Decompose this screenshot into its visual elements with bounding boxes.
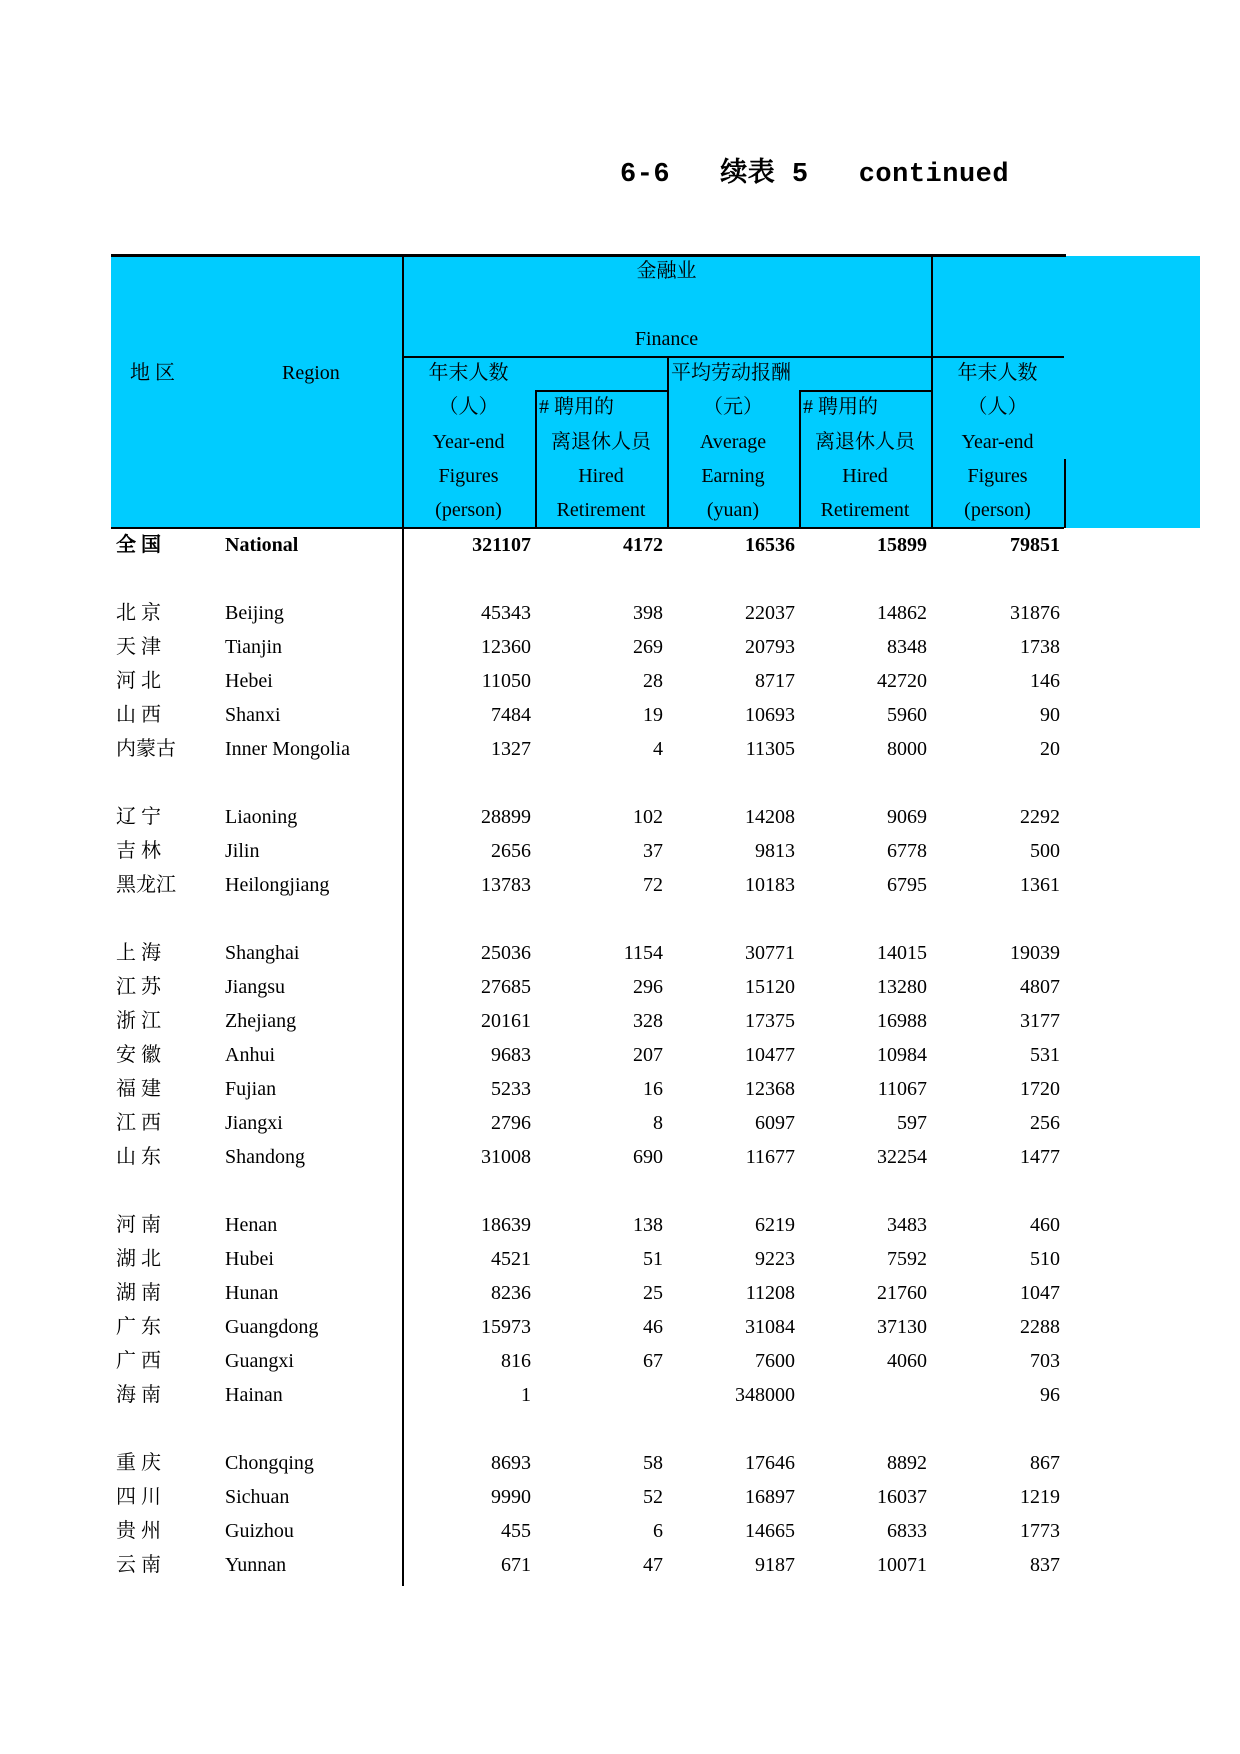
row-value: 31084 — [745, 1316, 795, 1338]
row-value: 8717 — [755, 670, 795, 692]
row-value: 16 — [643, 1078, 663, 1100]
table-top-border — [111, 254, 1066, 257]
row-value: 296 — [633, 976, 663, 998]
row-value: 12368 — [745, 1078, 795, 1100]
header-finance-en: Finance — [634, 328, 699, 350]
row-value: 28 — [643, 670, 663, 692]
header-col4-line: Retirement — [820, 499, 910, 521]
row-value: 15973 — [481, 1316, 531, 1338]
row-value: 28899 — [481, 806, 531, 828]
header-rule-hired-2 — [799, 390, 931, 392]
row-region-zh: 内蒙古 — [116, 738, 176, 760]
row-value: 32254 — [877, 1146, 927, 1168]
row-value: 5960 — [887, 704, 927, 726]
header-region-zh: 地 区 — [130, 362, 175, 384]
row-region-en: Jilin — [225, 840, 260, 862]
header-finance-zh: 金融业 — [636, 260, 697, 282]
row-value: 1738 — [1020, 636, 1060, 658]
row-region-zh: 浙 江 — [116, 1010, 161, 1032]
row-region-zh: 河 南 — [116, 1214, 161, 1236]
row-value: 19039 — [1010, 942, 1060, 964]
row-value: 500 — [1030, 840, 1060, 862]
header-col3-line: Average — [699, 431, 767, 453]
divider-hired-1 — [535, 390, 537, 528]
row-value: 3483 — [887, 1214, 927, 1236]
header-col1-line: （人） — [438, 396, 499, 418]
row-value: 67 — [643, 1350, 663, 1372]
header-rule-hired-1 — [535, 390, 667, 392]
row-value: 1477 — [1020, 1146, 1060, 1168]
row-region-en: Yunnan — [225, 1554, 287, 1576]
row-value: 1219 — [1020, 1486, 1060, 1508]
divider-finance-right — [931, 256, 933, 528]
row-value: 58 — [643, 1452, 663, 1474]
row-value: 14208 — [745, 806, 795, 828]
row-value: 20793 — [745, 636, 795, 658]
row-region-en: Hebei — [225, 670, 273, 692]
row-region-en: Henan — [225, 1214, 278, 1236]
row-region-en: Zhejiang — [225, 1010, 297, 1032]
row-value: 42720 — [877, 670, 927, 692]
row-value: 30771 — [745, 942, 795, 964]
row-region-en: Shanghai — [225, 942, 300, 964]
row-value: 20161 — [481, 1010, 531, 1032]
row-value: 27685 — [481, 976, 531, 998]
header-col3-line: Earning — [701, 465, 765, 487]
row-value: 837 — [1030, 1554, 1060, 1576]
row-value: 72 — [643, 874, 663, 896]
row-value: 37 — [643, 840, 663, 862]
row-value: 14665 — [745, 1520, 795, 1542]
row-value: 10071 — [877, 1554, 927, 1576]
header-col5-line: Figures — [967, 465, 1028, 487]
row-region-zh: 四 川 — [116, 1486, 161, 1508]
row-value: 96 — [1040, 1384, 1060, 1406]
row-value: 7592 — [887, 1248, 927, 1270]
row-value: 6097 — [755, 1112, 795, 1134]
divider-region — [402, 256, 404, 1586]
row-value: 690 — [633, 1146, 663, 1168]
row-value: 816 — [501, 1350, 531, 1372]
row-value: 10693 — [745, 704, 795, 726]
row-region-zh: 湖 北 — [116, 1248, 161, 1270]
row-value: 102 — [633, 806, 663, 828]
row-value: 11067 — [877, 1078, 927, 1100]
row-value: 9990 — [491, 1486, 531, 1508]
row-value: 597 — [897, 1112, 927, 1134]
row-region-en: Shanxi — [225, 704, 281, 726]
row-value: 79851 — [1010, 534, 1060, 556]
row-region-en: Jiangxi — [225, 1112, 283, 1134]
row-value: 6 — [653, 1520, 663, 1542]
divider-earning — [667, 356, 669, 528]
row-value: 52 — [643, 1486, 663, 1508]
row-region-zh: 安 徽 — [116, 1044, 161, 1066]
row-region-en: Liaoning — [225, 806, 298, 828]
row-value: 867 — [1030, 1452, 1060, 1474]
row-value: 1720 — [1020, 1078, 1060, 1100]
header-col4-line: # 聘用的 — [803, 396, 878, 418]
header-col1-line: (person) — [435, 499, 502, 521]
row-region-en: Anhui — [225, 1044, 275, 1066]
row-value: 3177 — [1020, 1010, 1060, 1032]
row-value: 14862 — [877, 602, 927, 624]
row-value: 15899 — [877, 534, 927, 556]
row-value: 6795 — [887, 874, 927, 896]
header-col1-line: Figures — [438, 465, 499, 487]
row-region-en: Heilongjiang — [225, 874, 330, 896]
row-value: 11050 — [481, 670, 531, 692]
row-value: 1773 — [1020, 1520, 1060, 1542]
header-col3-line: 平均劳动报酬 — [671, 362, 791, 384]
row-value: 9683 — [491, 1044, 531, 1066]
row-value: 7484 — [491, 704, 531, 726]
row-region-zh: 云 南 — [116, 1554, 161, 1576]
row-value: 15120 — [745, 976, 795, 998]
row-value: 22037 — [745, 602, 795, 624]
row-value: 671 — [501, 1554, 531, 1576]
row-value: 9223 — [755, 1248, 795, 1270]
row-value: 207 — [633, 1044, 663, 1066]
header-col5-line: (person) — [964, 499, 1031, 521]
row-region-zh: 重 庆 — [116, 1452, 161, 1474]
row-value: 4172 — [623, 534, 663, 556]
row-region-en: Hubei — [225, 1248, 274, 1270]
row-value: 37130 — [877, 1316, 927, 1338]
row-value: 9069 — [887, 806, 927, 828]
row-value: 10984 — [877, 1044, 927, 1066]
row-value: 13783 — [481, 874, 531, 896]
row-value: 8348 — [887, 636, 927, 658]
header-col1-line: 年末人数 — [428, 362, 509, 384]
row-region-en: Guizhou — [225, 1520, 294, 1542]
row-region-zh: 海 南 — [116, 1384, 161, 1406]
header-rule-finance — [402, 356, 1064, 358]
row-value: 703 — [1030, 1350, 1060, 1372]
row-value: 7600 — [755, 1350, 795, 1372]
row-value: 146 — [1030, 670, 1060, 692]
row-value: 14015 — [877, 942, 927, 964]
row-value: 19 — [643, 704, 663, 726]
row-value: 455 — [501, 1520, 531, 1542]
row-value: 8693 — [491, 1452, 531, 1474]
row-value: 25036 — [481, 942, 531, 964]
row-value: 1361 — [1020, 874, 1060, 896]
row-value: 4 — [653, 738, 663, 760]
row-value: 2656 — [491, 840, 531, 862]
row-value: 21760 — [877, 1282, 927, 1304]
row-value: 18639 — [481, 1214, 531, 1236]
row-value: 2796 — [491, 1112, 531, 1134]
row-region-zh: 山 西 — [116, 704, 161, 726]
row-region-en: Hainan — [225, 1384, 283, 1406]
row-value: 11677 — [745, 1146, 795, 1168]
row-region-zh: 福 建 — [116, 1078, 161, 1100]
row-value: 8 — [653, 1112, 663, 1134]
row-value: 31876 — [1010, 602, 1060, 624]
row-value: 398 — [633, 602, 663, 624]
row-region-zh: 江 西 — [116, 1112, 161, 1134]
row-value: 46 — [643, 1316, 663, 1338]
row-value: 16897 — [745, 1486, 795, 1508]
row-region-zh: 河 北 — [116, 670, 161, 692]
row-region-en: Beijing — [225, 602, 284, 624]
header-region-en: Region — [282, 362, 340, 384]
row-value: 1154 — [623, 942, 663, 964]
row-region-en: Hunan — [225, 1282, 279, 1304]
row-value: 31008 — [481, 1146, 531, 1168]
row-region-zh: 黑龙江 — [116, 874, 176, 896]
header-col4-line: Hired — [842, 465, 888, 487]
row-value: 2288 — [1020, 1316, 1060, 1338]
header-col4-line: 离退休人员 — [815, 431, 915, 453]
row-region-zh: 吉 林 — [116, 840, 161, 862]
row-value: 9813 — [755, 840, 795, 862]
row-value: 321107 — [472, 534, 531, 556]
row-value: 20 — [1040, 738, 1060, 760]
row-value: 25 — [643, 1282, 663, 1304]
row-value: 16037 — [877, 1486, 927, 1508]
row-value: 51 — [643, 1248, 663, 1270]
row-region-zh: 天 津 — [116, 636, 161, 658]
row-value: 256 — [1030, 1112, 1060, 1134]
row-value: 17646 — [745, 1452, 795, 1474]
row-region-en: National — [225, 534, 299, 556]
row-region-en: Shandong — [225, 1146, 305, 1168]
row-region-zh: 山 东 — [116, 1146, 161, 1168]
row-region-en: Guangxi — [225, 1350, 294, 1372]
row-value: 6778 — [887, 840, 927, 862]
header-col5-line: 年末人数 — [957, 362, 1038, 384]
row-value: 5233 — [491, 1078, 531, 1100]
row-value: 17375 — [745, 1010, 795, 1032]
row-region-en: Fujian — [225, 1078, 277, 1100]
row-region-zh: 江 苏 — [116, 976, 161, 998]
header-col2-line: Hired — [578, 465, 624, 487]
divider-hired-2 — [799, 390, 801, 528]
row-region-zh: 上 海 — [116, 942, 161, 964]
row-value: 1 — [521, 1384, 531, 1406]
row-value: 531 — [1030, 1044, 1060, 1066]
row-value: 1047 — [1020, 1282, 1060, 1304]
row-region-zh: 广 东 — [116, 1316, 161, 1338]
row-value: 1327 — [491, 738, 531, 760]
header-col2-line: Retirement — [556, 499, 646, 521]
row-value: 12360 — [481, 636, 531, 658]
row-region-en: Sichuan — [225, 1486, 290, 1508]
row-value: 6219 — [755, 1214, 795, 1236]
header-bottom-rule — [111, 527, 1064, 529]
row-value: 2292 — [1020, 806, 1060, 828]
row-value: 16536 — [745, 534, 795, 556]
row-region-en: Tianjin — [225, 636, 283, 658]
header-col3-line: (yuan) — [706, 499, 760, 521]
row-value: 16988 — [877, 1010, 927, 1032]
row-value: 8236 — [491, 1282, 531, 1304]
row-value: 8000 — [887, 738, 927, 760]
header-col2-line: 离退休人员 — [551, 431, 651, 453]
row-value: 13280 — [877, 976, 927, 998]
row-region-zh: 全 国 — [116, 534, 161, 556]
row-value: 90 — [1040, 704, 1060, 726]
row-region-zh: 广 西 — [116, 1350, 161, 1372]
header-col5-line: Year-end — [961, 431, 1034, 453]
header-col5-line: （人） — [967, 396, 1028, 418]
row-value: 47 — [643, 1554, 663, 1576]
row-value: 11305 — [745, 738, 795, 760]
row-value: 4521 — [491, 1248, 531, 1270]
row-value: 8892 — [887, 1452, 927, 1474]
row-value: 328 — [633, 1010, 663, 1032]
row-value: 11208 — [745, 1282, 795, 1304]
row-value: 138 — [633, 1214, 663, 1236]
row-value: 348000 — [735, 1384, 795, 1406]
row-region-en: Chongqing — [225, 1452, 314, 1474]
table-title: 6-6 续表 5 continued — [620, 160, 1010, 190]
row-region-zh: 辽 宁 — [116, 806, 161, 828]
row-value: 9187 — [755, 1554, 795, 1576]
row-value: 10183 — [745, 874, 795, 896]
row-region-zh: 贵 州 — [116, 1520, 161, 1542]
header-col3-line: （元） — [703, 396, 763, 418]
row-value: 510 — [1030, 1248, 1060, 1270]
row-value: 4060 — [887, 1350, 927, 1372]
row-value: 45343 — [481, 602, 531, 624]
header-col2-line: # 聘用的 — [539, 396, 614, 418]
row-region-zh: 北 京 — [116, 602, 161, 624]
header-col1-line: Year-end — [432, 431, 505, 453]
row-region-zh: 湖 南 — [116, 1282, 161, 1304]
row-value: 10477 — [745, 1044, 795, 1066]
row-region-en: Inner Mongolia — [225, 738, 350, 760]
row-value: 460 — [1030, 1214, 1060, 1236]
row-value: 6833 — [887, 1520, 927, 1542]
row-region-en: Guangdong — [225, 1316, 319, 1338]
row-region-en: Jiangsu — [225, 976, 285, 998]
row-value: 269 — [633, 636, 663, 658]
divider-right-edge — [1064, 459, 1066, 528]
row-value: 4807 — [1020, 976, 1060, 998]
